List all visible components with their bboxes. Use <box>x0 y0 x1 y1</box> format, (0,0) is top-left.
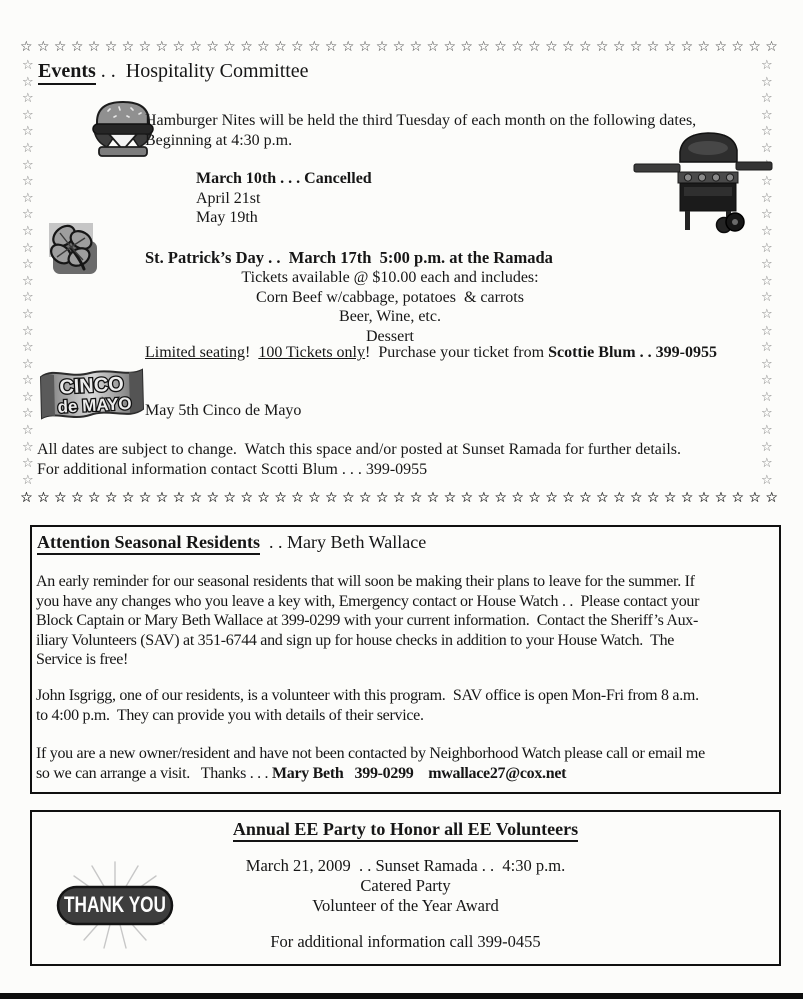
star-glyph: ☆ <box>392 490 406 506</box>
stpat-tickets-line: Tickets available @ $10.00 each and includes: <box>241 269 539 286</box>
ee-party-section <box>30 810 781 966</box>
star-glyph: ☆ <box>511 490 524 506</box>
star-glyph: ☆ <box>341 490 355 506</box>
seasonal-p3-line-1: If you are a new owner/resident and have not been contacted by Neighborhood Watch please call or email me <box>36 745 705 762</box>
bbq-grill-icon <box>632 126 774 234</box>
star-glyph: ☆ <box>761 223 773 239</box>
events-note-2: For additional information contact Scotti Blum . . . 399-0955 <box>37 461 428 478</box>
star-glyph: ☆ <box>663 39 677 55</box>
star-glyph: ☆ <box>22 406 34 422</box>
star-glyph: ☆ <box>731 490 744 506</box>
star-glyph: ☆ <box>562 490 575 506</box>
limited-mid-1: ! <box>244 344 259 361</box>
star-glyph: ☆ <box>22 356 34 372</box>
star-glyph: ☆ <box>761 140 773 156</box>
seasonal-paragraph-3 <box>36 744 705 783</box>
star-glyph: ☆ <box>761 323 773 339</box>
seasonal-p3-prefix: so we can arrange a visit. Thanks . . . <box>36 764 272 782</box>
star-glyph: ☆ <box>761 58 773 73</box>
scan-edge-bar <box>0 993 803 999</box>
star-glyph: ☆ <box>22 323 34 339</box>
scottie-blum-contact-bold: Scottie Blum . . 399-0955 <box>548 344 717 361</box>
star-glyph: ☆ <box>20 39 33 55</box>
star-glyph: ☆ <box>172 39 185 55</box>
star-glyph: ☆ <box>545 490 558 506</box>
star-glyph: ☆ <box>748 490 761 506</box>
star-glyph: ☆ <box>53 490 67 506</box>
seasonal-residents-section <box>30 525 781 794</box>
star-glyph: ☆ <box>155 39 169 55</box>
star-glyph: ☆ <box>375 490 389 506</box>
seasonal-p3-line-2 <box>36 764 705 784</box>
star-glyph: ☆ <box>392 39 406 55</box>
star-glyph: ☆ <box>761 356 773 372</box>
star-glyph: ☆ <box>22 107 34 123</box>
star-glyph: ☆ <box>36 39 50 55</box>
star-glyph: ☆ <box>240 490 253 506</box>
star-glyph: ☆ <box>460 39 473 55</box>
stpat-menu-line-1: Corn Beef w/cabbage, potatoes & carrots <box>256 288 524 306</box>
star-glyph: ☆ <box>155 490 169 506</box>
star-glyph: ☆ <box>70 490 84 506</box>
star-glyph: ☆ <box>22 306 34 322</box>
party-award-line: Volunteer of the Year Award <box>312 896 499 915</box>
star-glyph: ☆ <box>22 439 34 455</box>
star-glyph: ☆ <box>409 39 423 55</box>
star-glyph: ☆ <box>409 490 423 506</box>
star-glyph: ☆ <box>761 340 773 356</box>
star-glyph: ☆ <box>172 490 185 506</box>
star-glyph: ☆ <box>257 490 270 506</box>
star-glyph: ☆ <box>714 490 727 506</box>
star-glyph: ☆ <box>22 223 34 239</box>
star-glyph: ☆ <box>545 39 558 55</box>
star-glyph: ☆ <box>22 389 34 405</box>
star-glyph: ☆ <box>761 190 773 206</box>
seasonal-p1-line: An early reminder for our seasonal residents that will soon be making their plans to leave for the summer. If <box>36 573 695 590</box>
star-glyph: ☆ <box>223 490 236 506</box>
seasonal-paragraph-2 <box>36 686 699 725</box>
star-glyph: ☆ <box>761 174 773 190</box>
cinco-de-mayo-date-line: May 5th Cinco de Mayo <box>145 402 302 419</box>
hamburger-nites-dates <box>196 169 372 228</box>
mary-beth-contact-bold: Mary Beth 399-0299 mwallace27@cox.net <box>271 764 567 782</box>
star-glyph: ☆ <box>680 39 694 55</box>
star-glyph: ☆ <box>460 490 473 506</box>
star-glyph: ☆ <box>761 91 773 107</box>
stpat-menu-line-3: Dessert <box>366 327 414 345</box>
star-glyph: ☆ <box>528 39 541 55</box>
star-border-left <box>22 59 37 487</box>
star-glyph: ☆ <box>761 456 773 472</box>
star-glyph: ☆ <box>761 124 773 140</box>
star-glyph: ☆ <box>22 157 34 173</box>
seasonal-p2-line: to 4:00 p.m. They can provide you with details of their service. <box>36 706 424 724</box>
star-glyph: ☆ <box>87 39 101 55</box>
seasonal-p1-line: iliary Volunteers (SAV) at 351-6744 and sign up for house checks in addition to your House Watch. The <box>36 631 675 649</box>
star-glyph: ☆ <box>761 306 773 322</box>
seasonal-heading-rest: . . Mary Beth Wallace <box>260 532 427 552</box>
star-glyph: ☆ <box>477 490 490 506</box>
events-heading-rest: . . Hospitality Committee <box>95 60 309 82</box>
star-glyph: ☆ <box>274 39 287 55</box>
cinco-logo-word-2: de MAYO <box>57 393 133 417</box>
star-glyph: ☆ <box>697 490 711 506</box>
star-glyph: ☆ <box>53 39 67 55</box>
date-april: April 21st <box>196 189 261 207</box>
star-glyph: ☆ <box>663 490 677 506</box>
star-glyph: ☆ <box>761 439 773 455</box>
star-glyph: ☆ <box>761 389 773 405</box>
star-glyph: ☆ <box>629 490 643 506</box>
star-glyph: ☆ <box>22 240 34 256</box>
star-glyph: ☆ <box>223 39 236 55</box>
star-glyph: ☆ <box>189 490 202 506</box>
star-glyph: ☆ <box>307 39 321 55</box>
star-glyph: ☆ <box>426 490 440 506</box>
star-glyph: ☆ <box>443 39 456 55</box>
star-glyph: ☆ <box>494 490 507 506</box>
star-glyph: ☆ <box>36 490 50 506</box>
star-glyph: ☆ <box>761 273 773 289</box>
date-may: May 19th <box>196 209 258 226</box>
star-glyph: ☆ <box>291 39 304 55</box>
party-contact-line: For additional information call 399-0455 <box>270 932 541 951</box>
star-glyph: ☆ <box>761 240 773 256</box>
star-glyph: ☆ <box>22 124 34 140</box>
star-glyph: ☆ <box>240 39 253 55</box>
star-glyph: ☆ <box>324 490 338 506</box>
cinco-de-mayo-flag-logo <box>36 364 148 426</box>
star-glyph: ☆ <box>324 39 338 55</box>
date-cancelled: March 10th . . . Cancelled <box>196 170 372 187</box>
star-glyph: ☆ <box>765 39 778 55</box>
seasonal-p1-line: you have any changes who you leave a key with, Emergency contact or House Watch . . Please contact your <box>36 592 700 610</box>
seasonal-paragraph-1 <box>36 572 699 670</box>
star-glyph: ☆ <box>595 39 609 55</box>
star-glyph: ☆ <box>189 39 202 55</box>
star-glyph: ☆ <box>22 340 34 356</box>
star-glyph: ☆ <box>494 39 507 55</box>
seasonal-p1-line: Service is free! <box>36 651 129 668</box>
star-glyph: ☆ <box>578 490 592 506</box>
cinco-logo-word-1: CINCO <box>58 373 125 399</box>
star-glyph: ☆ <box>562 39 575 55</box>
star-glyph: ☆ <box>761 472 773 488</box>
star-glyph: ☆ <box>22 423 34 439</box>
st-patricks-details <box>125 268 655 346</box>
star-glyph: ☆ <box>748 39 761 55</box>
star-glyph: ☆ <box>612 490 626 506</box>
star-glyph: ☆ <box>206 39 219 55</box>
star-glyph: ☆ <box>765 490 778 506</box>
party-date-line: March 21, 2009 . . Sunset Ramada . . 4:30 p.m. <box>245 856 566 875</box>
party-details <box>32 856 779 916</box>
intro-line-1: Hamburger Nites will be held the third Tuesday of each month on the following dates, <box>145 112 697 129</box>
star-glyph: ☆ <box>22 140 34 156</box>
star-glyph: ☆ <box>121 490 135 506</box>
star-glyph: ☆ <box>477 39 490 55</box>
star-glyph: ☆ <box>761 423 773 439</box>
stpat-menu-line-2: Beer, Wine, etc. <box>339 308 441 325</box>
star-glyph: ☆ <box>22 456 34 472</box>
limited-seating-underlined: Limited seating <box>145 344 245 361</box>
star-glyph: ☆ <box>138 39 152 55</box>
star-glyph: ☆ <box>761 257 773 273</box>
star-glyph: ☆ <box>528 490 541 506</box>
star-glyph: ☆ <box>22 472 34 488</box>
star-glyph: ☆ <box>87 490 101 506</box>
events-section <box>20 40 778 506</box>
star-glyph: ☆ <box>22 190 34 206</box>
star-glyph: ☆ <box>22 290 34 306</box>
hundred-tickets-underlined: 100 Tickets only <box>258 344 365 361</box>
seasonal-p1-line: Block Captain or Mary Beth Wallace at 399-0299 with your current information. Contact the Sheriff’s Aux- <box>36 612 699 629</box>
star-glyph: ☆ <box>595 490 609 506</box>
star-glyph: ☆ <box>70 39 84 55</box>
star-glyph: ☆ <box>731 39 744 55</box>
events-note-1: All dates are subject to change. Watch this space and/or posted at Sunset Ramada for further details. <box>37 441 681 458</box>
seasonal-p2-line: John Isgrigg, one of our residents, is a volunteer with this program. SAV office is open Mon-Fri from 8 a.m. <box>36 687 699 704</box>
star-border-bottom <box>20 491 778 506</box>
star-glyph: ☆ <box>761 406 773 422</box>
party-heading-text: Annual EE Party to Honor all EE Volunteers <box>233 819 578 842</box>
star-glyph: ☆ <box>761 74 773 90</box>
star-glyph: ☆ <box>22 257 34 273</box>
star-glyph: ☆ <box>612 39 626 55</box>
party-catered-line: Catered Party <box>360 876 451 895</box>
star-glyph: ☆ <box>22 58 34 73</box>
star-glyph: ☆ <box>761 373 773 389</box>
star-glyph: ☆ <box>358 490 372 506</box>
star-glyph: ☆ <box>578 39 592 55</box>
star-glyph: ☆ <box>646 490 660 506</box>
star-glyph: ☆ <box>646 39 660 55</box>
limited-mid-2: ! Purchase your ticket from <box>365 344 549 361</box>
star-glyph: ☆ <box>761 207 773 223</box>
star-glyph: ☆ <box>138 490 152 506</box>
star-glyph: ☆ <box>358 39 372 55</box>
thank-you-text: THANK YOU <box>64 892 166 917</box>
star-glyph: ☆ <box>22 373 34 389</box>
star-glyph: ☆ <box>22 207 34 223</box>
events-heading-bold: Events <box>38 60 96 85</box>
star-glyph: ☆ <box>307 490 321 506</box>
star-glyph: ☆ <box>629 39 643 55</box>
star-glyph: ☆ <box>761 290 773 306</box>
star-glyph: ☆ <box>443 490 456 506</box>
star-glyph: ☆ <box>206 490 219 506</box>
st-patricks-heading: St. Patrick’s Day . . March 17th 5:00 p.m. at the Ramada <box>145 248 553 267</box>
star-glyph: ☆ <box>22 174 34 190</box>
star-glyph: ☆ <box>22 91 34 107</box>
star-glyph: ☆ <box>257 39 270 55</box>
star-glyph: ☆ <box>291 490 304 506</box>
events-heading <box>38 60 309 83</box>
star-glyph: ☆ <box>680 490 694 506</box>
star-glyph: ☆ <box>375 39 389 55</box>
seasonal-heading-bold: Attention Seasonal Residents <box>37 532 260 555</box>
star-glyph: ☆ <box>761 107 773 123</box>
star-glyph: ☆ <box>274 490 287 506</box>
star-glyph: ☆ <box>341 39 355 55</box>
star-glyph: ☆ <box>121 39 135 55</box>
star-glyph: ☆ <box>697 39 711 55</box>
star-glyph: ☆ <box>20 490 33 506</box>
shamrock-icon <box>42 219 102 279</box>
star-glyph: ☆ <box>426 39 440 55</box>
star-glyph: ☆ <box>714 39 727 55</box>
intro-line-2: Beginning at 4:30 p.m. <box>145 131 293 149</box>
star-glyph: ☆ <box>511 39 524 55</box>
star-glyph: ☆ <box>104 490 118 506</box>
star-glyph: ☆ <box>22 74 34 90</box>
seasonal-heading <box>37 532 426 553</box>
limited-seating-line <box>145 343 717 363</box>
star-border-top <box>20 40 778 55</box>
star-glyph: ☆ <box>104 39 118 55</box>
party-heading <box>32 819 779 840</box>
star-glyph: ☆ <box>22 273 34 289</box>
